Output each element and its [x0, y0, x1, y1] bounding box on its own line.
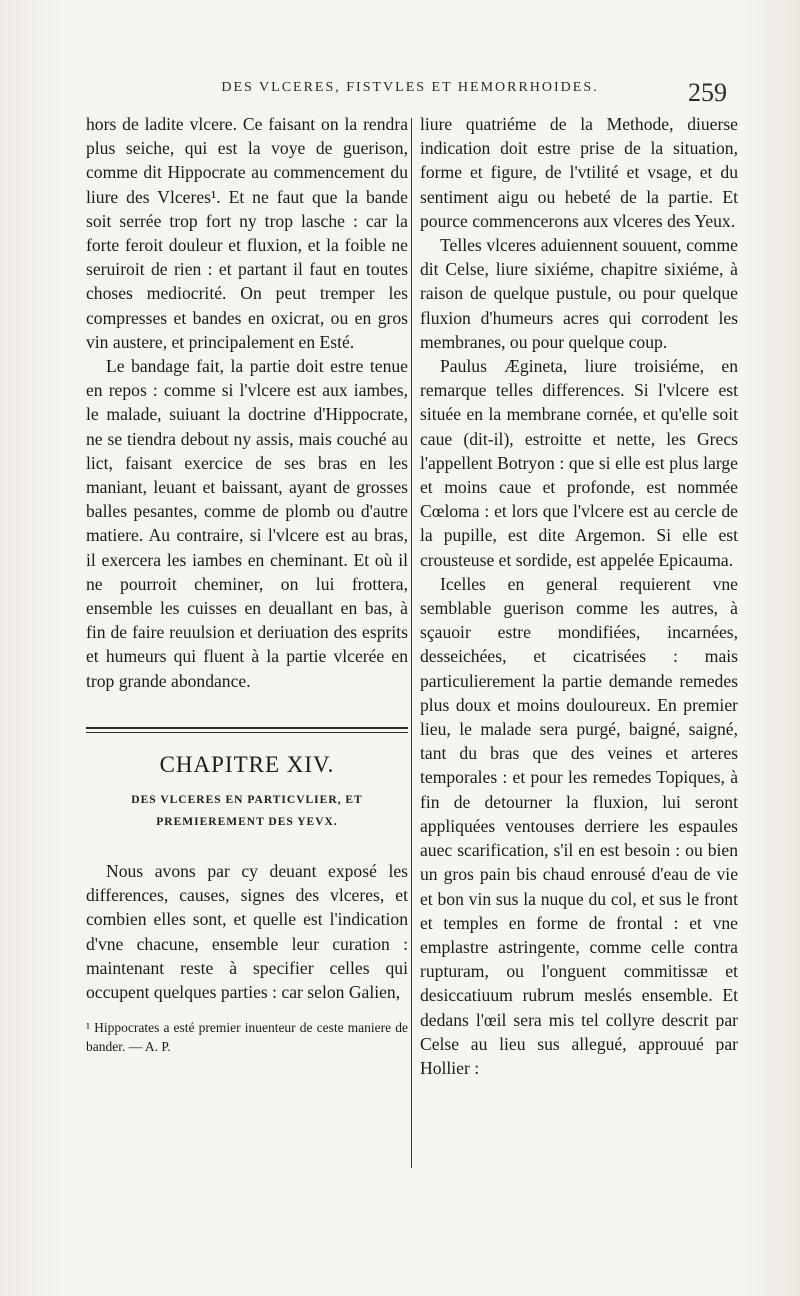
paragraph: hors de ladite vlcere. Ce faisant on la rendra plus seiche, qui est la voye de guerison, comme dit Hippocrate au commencement du liure des Vlceres¹. Et ne faut que la bande soit serrée trop fort ny trop lasche : car la forte feroit douleur et fluxion, et la foible ne seruiroit de rien : et partant il faut en toutes choses mediocrité. On peut tremper les compresses et bandes en oxicrat, ou en gros vin austere, et principalement en Esté. — [86, 114, 408, 352]
paragraph: liure quatriéme de la Methode, diuerse indication doit estre prise de la situation, forme et figure, de l'vtilité et vsage, et du sentiment aigu ou hebeté de la partie. Et pource commencerons aux vlceres des Yeux. — [420, 114, 738, 231]
chapter-title: CHAPITRE XIV. — [159, 751, 335, 777]
chapter-rule — [86, 727, 408, 733]
paragraph: Icelles en general requierent vne semblable guerison comme les autres, à sçauoir estre mondifiées, incarnées, desseichées, et cicatrisées : mais particulierement la partie demande remedes plus doux et moins douloureux. En premier lieu, le malade sera purgé, baigné, saigné, tant du bras que des veines et arteres temporales : et pour les remedes Topiques, à fin de detourner la fluxion, lui seront appliquées ventouses derriere les espaules auec scarification, s'il en est besoin : ou bien un gros pain bis chaud enrousé d'eau de vie et bon vin sus la nuque du col, et sus le front et temples en forme de frontal : et vne emplastre astringente, comme celle contra rupturam, ou l'onguent commitissæ et desiccatiuum rubrum meslés ensemble. Et dedans l'œil sera mis tel collyre descrit par Celse au lieu sus allegué, approuué par Hollier : — [420, 573, 738, 1078]
chapter-subtitle — [86, 789, 408, 833]
chapter-subtitle-line: DES VLCERES EN PARTICVLIER, ET — [131, 794, 363, 807]
page-number: 259 — [688, 78, 727, 107]
running-title: DES VLCERES, FISTVLES ET HEMORRHOIDES. — [221, 80, 599, 95]
column-divider — [411, 118, 412, 1168]
left-column — [86, 112, 408, 1056]
right-column — [420, 112, 738, 1080]
paragraph: Telles vlceres aduiennent souuent, comme dit Celse, liure sixiéme, chapitre sixiéme, à raison de quelque pustule, ou pour quelque fluxion d'humeurs acres qui corrodent les membranes, ou pour quelque coup. — [420, 235, 738, 352]
chapter-subtitle-line: PREMIEREMENT DES YEVX. — [156, 816, 338, 829]
paragraph: Paulus Ægineta, liure troisiéme, en remarque telles differences. Si l'vlcere est située en la membrane cornée, et qu'elle soit caue (dit-il), estroitte et nette, les Grecs l'appellent Botryon : que si elle est plus large et moins caue et profonde, est nommée Cœloma : et lors que l'vlcere est au cercle de la pupille, est dite Argemon. Si elle est crousteuse et sordide, est appelée Epicauma. — [420, 356, 738, 570]
paragraph: Nous avons par cy deuant exposé les differences, causes, signes des vlceres, et combien elles sont, et quelle est l'indication d'vne chacune, ensemble leur curation : maintenant reste à specifier celles qui occupent quelques parties : car selon Galien, — [86, 861, 408, 1003]
footnote: ¹ Hippocrates a esté premier inuenteur de ceste maniere de bander. — A. P. — [86, 1020, 408, 1055]
paragraph: Le bandage fait, la partie doit estre tenue en repos : comme si l'vlcere est aux iambes, le malade, suiuant la doctrine d'Hippocrate, ne se tiendra debout ny assis, mais couché au lict, faisant exercice de ses bras en les maniant, leuant et baissant, ayant de grosses balles pesantes, comme de plomb ou d'autre matiere. Au contraire, si l'vlcere est au bras, il exercera les iambes en cheminant. Et où il ne pourroit cheminer, on lui frottera, ensemble les cuisses en deuallant en bas, à fin de faire reuulsion et deriuation des esprits et humeurs qui fluent à la partie vlcerée en trop grande abondance. — [86, 356, 408, 691]
